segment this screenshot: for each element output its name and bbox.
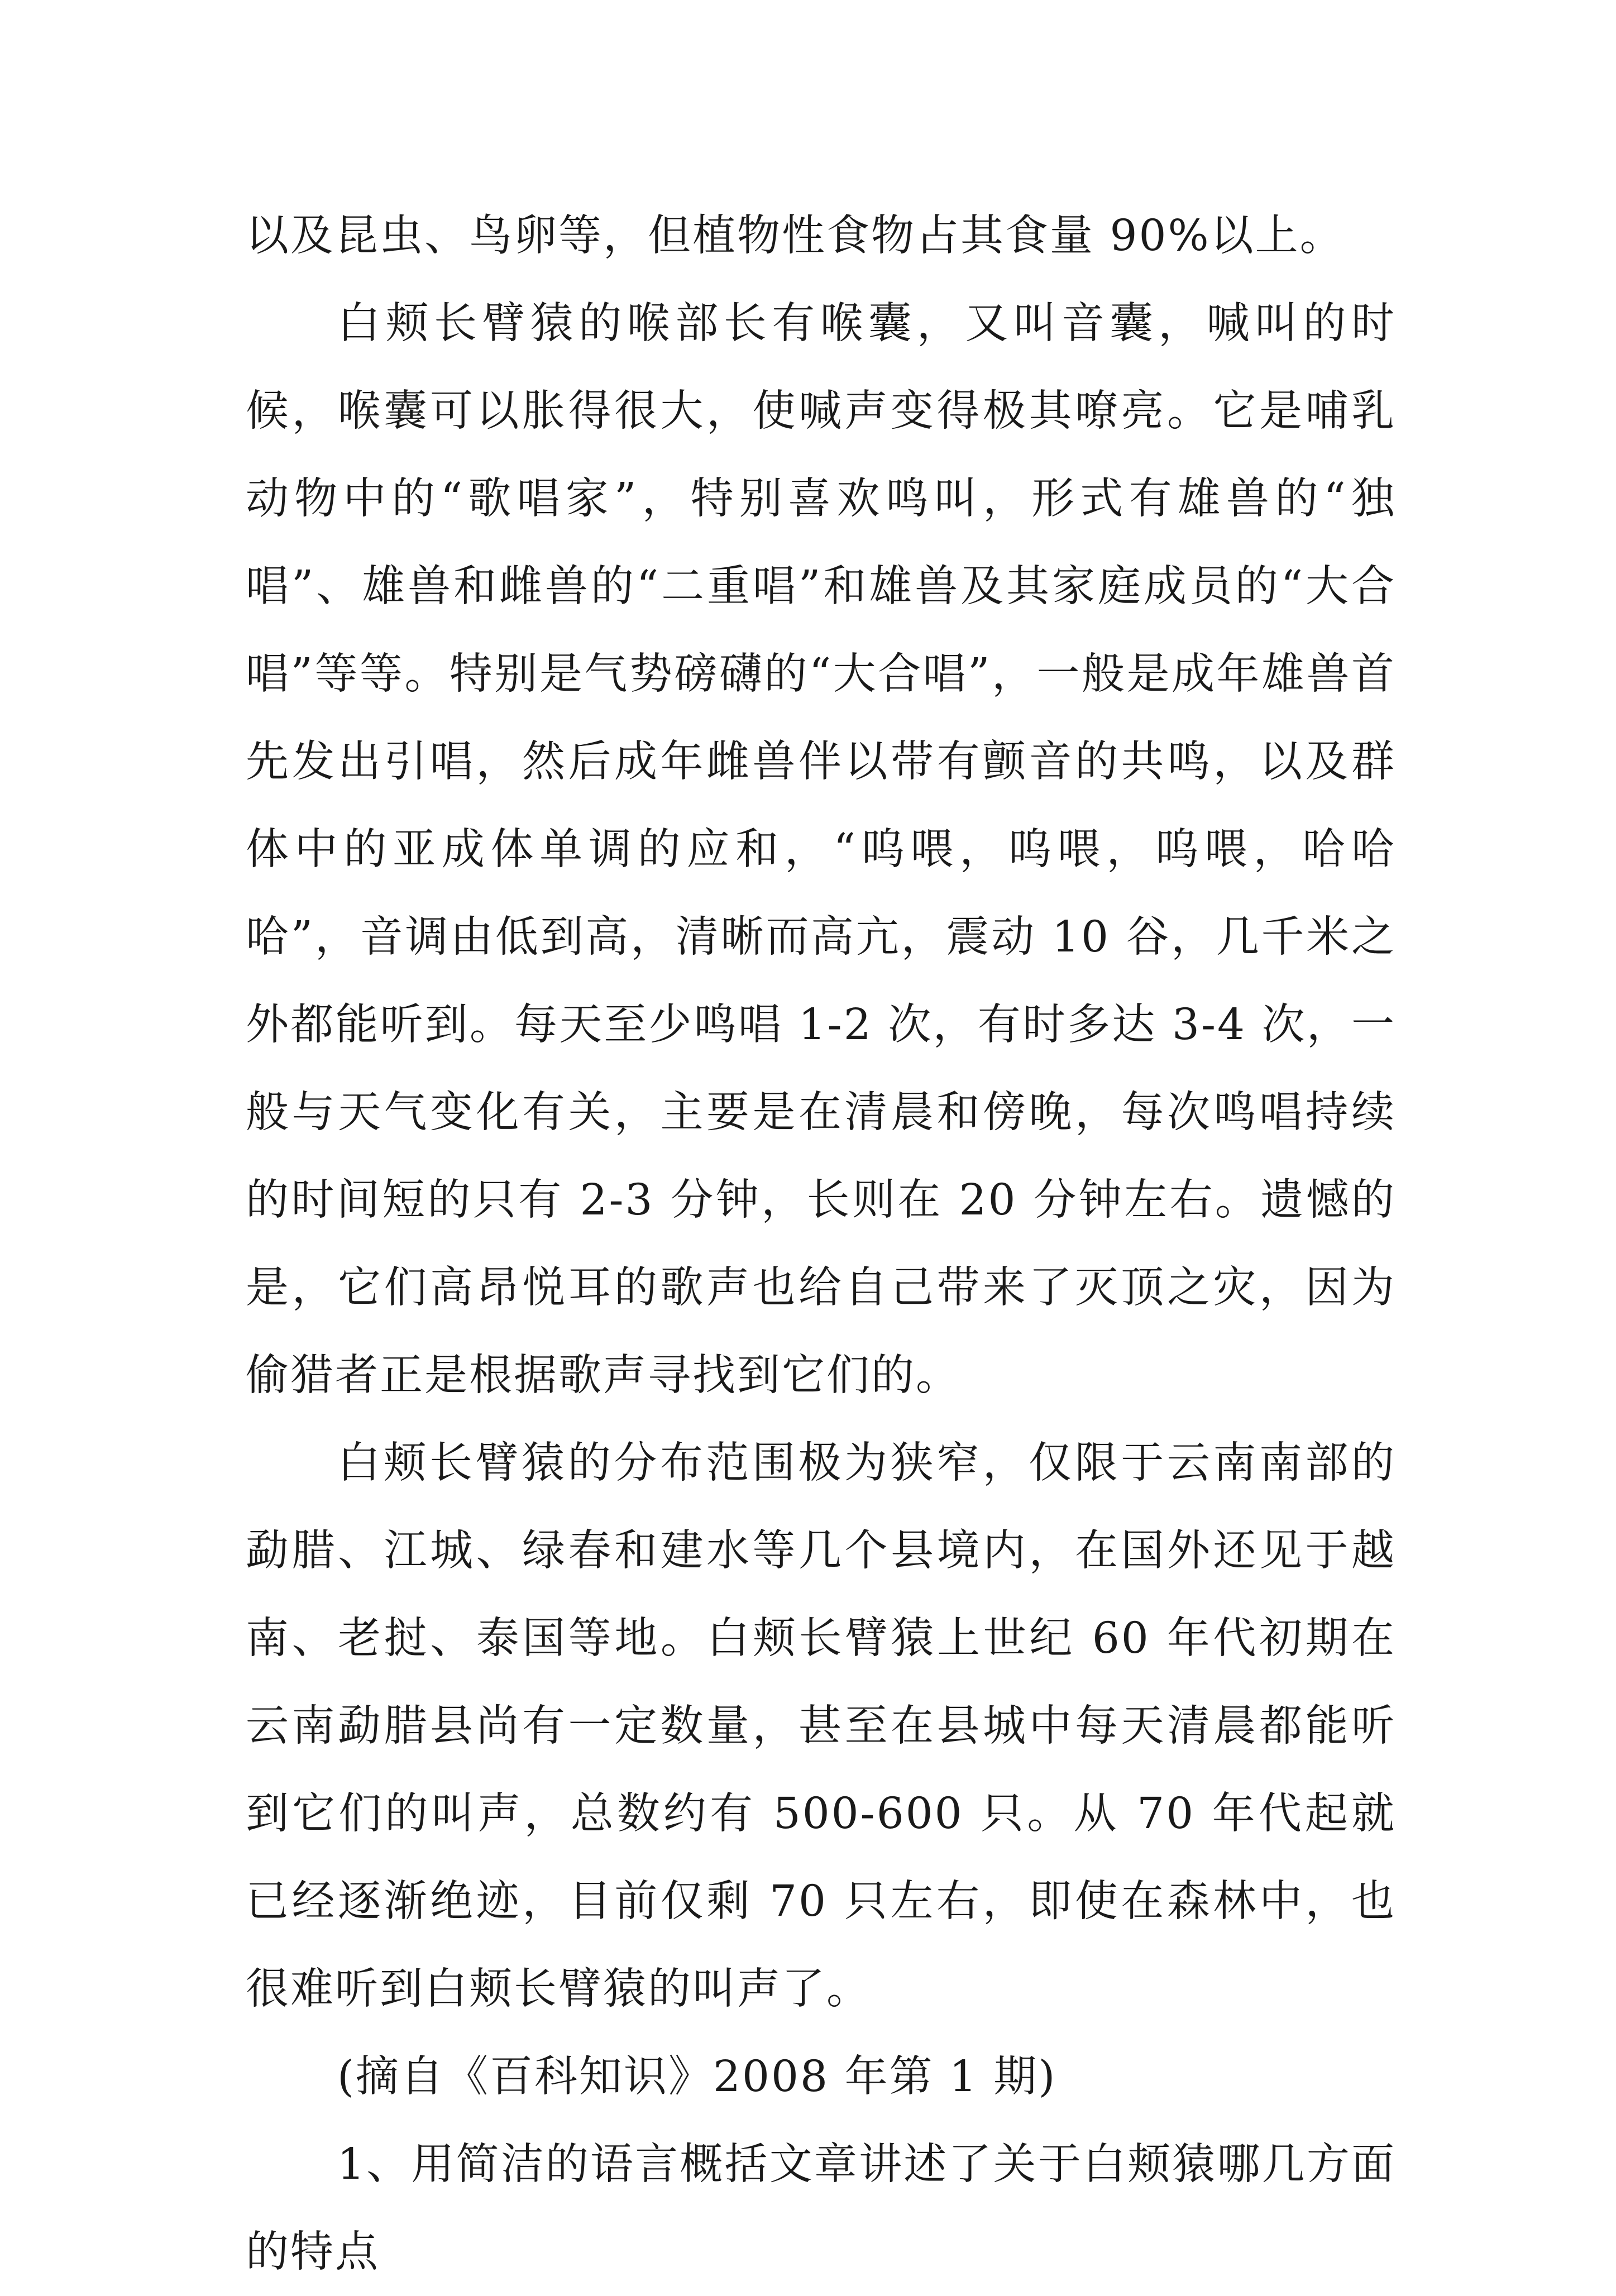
- paragraph-diet-continuation: 以及昆虫、鸟卵等，但植物性食物占其食量 90%以上。: [246, 211, 1345, 261]
- question-1: 1、用简洁的语言概括文章讲述了关于白颊猿哪几方面的特点: [246, 2140, 1396, 2277]
- source-citation: (摘自《百科知识》2008 年第 1 期): [337, 2052, 1057, 2102]
- paragraph-distribution: 白颊长臂猿的分布范围极为狭窄，仅限于云南南部的勐腊、江城、绿春和建水等几个县境内，在国外还见于越南、老挝、泰国等地。白颊长臂猿上世纪 60 年代初期在云南勐腊县尚有一定数量，甚至在县城中每天清晨都能听到它们的叫声，总数约有 500-600 只。从 70 年代起就已经逐渐绝迹，目前仅剩 70 只左右，即使在森林中，也很难听到白颊长臂猿的叫声了。: [246, 1438, 1396, 2014]
- document-body: [246, 192, 1396, 2296]
- paragraph-throat-sac-singing: 白颊长臂猿的喉部长有喉囊，又叫音囊，喊叫的时候，喉囊可以胀得很大，使喊声变得极其嘹亮。它是哺乳动物中的“歌唱家”，特别喜欢鸣叫，形式有雄兽的“独唱”、雄兽和雌兽的“二重唱”和雄兽及其家庭成员的“大合唱”等等。特别是气势磅礴的“大合唱”，一般是成年雄兽首先发出引唱，然后成年雌兽伴以带有颤音的共鸣，以及群体中的亚成体单调的应和，“呜喂，呜喂，呜喂，哈哈哈”，音调由低到高，清晰而高亢，震动 10 谷，几千米之外都能听到。每天至少鸣唱 1-2 次，有时多达 3-4 次，一般与天气变化有关，主要是在清晨和傍晚，每次鸣唱持续的时间短的只有 2-3 分钟，长则在 20 分钟左右。遗憾的是，它们高昂悦耳的歌声也给自己带来了灭顶之灾，因为偷猎者正是根据歌声寻找到它们的。: [246, 299, 1396, 1400]
